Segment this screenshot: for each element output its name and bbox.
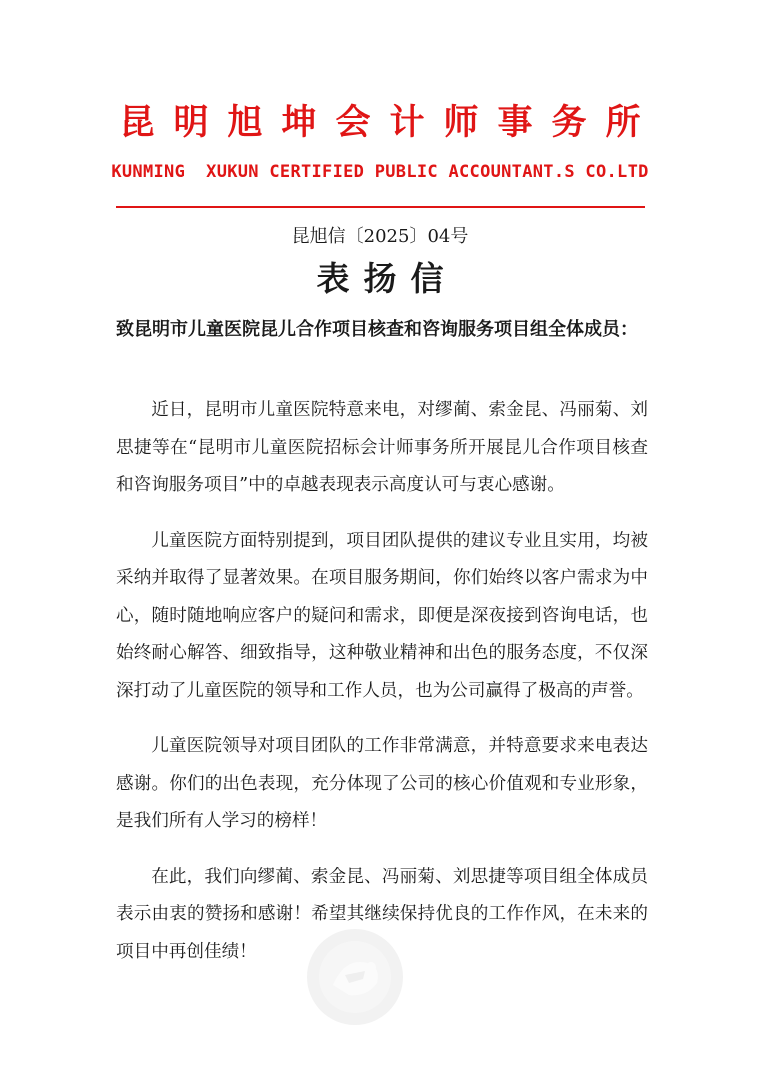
company-name-chinese: 昆明旭坤会计师事务所 bbox=[119, 103, 660, 143]
paragraph: 近日，昆明市儿童医院特意来电，对缪蔺、索金昆、冯丽菊、刘思捷等在“昆明市儿童医院招标会计师事务所开展昆儿合作项目核查和咨询服务项目”中的卓越表现表示高度认可与衷心感谢。 bbox=[116, 400, 648, 495]
company-name-english: KUNMING XUKUN CERTIFIED PUBLIC ACCOUNTANT.S CO.LTD bbox=[111, 162, 649, 182]
paragraph: 儿童医院方面特别提到，项目团队提供的建议专业且实用，均被采纳并取得了显著效果。在项目服务期间，你们始终以客户需求为中心，随时随地响应客户的疑问和需求，即便是深夜接到咨询电话，也始终耐心解答、细致指导，这种敬业精神和出色的服务态度，不仅深深打动了儿童医院的领导和工作人员，也为公司赢得了极高的声誉。 bbox=[116, 530, 648, 701]
letter-body bbox=[116, 392, 648, 989]
paragraph: 儿童医院领导对项目团队的工作非常满意，并特意要求来电表达感谢。你们的出色表现，充分体现了公司的核心价值观和专业形象，是我们所有人学习的榜样！ bbox=[116, 736, 648, 831]
paragraph: 在此，我们向缪蔺、索金昆、冯丽菊、刘思捷等项目组全体成员表示由衷的赞扬和感谢！希望其继续保持优良的工作作风，在未来的项目中再创佳绩！ bbox=[116, 866, 648, 962]
document-title: 表扬信 bbox=[316, 259, 458, 298]
document-number: 昆旭信〔2025〕04号 bbox=[291, 226, 469, 247]
letterhead-divider bbox=[116, 206, 645, 208]
addressee: 致昆明市儿童医院昆儿合作项目核查和咨询服务项目组全体成员： bbox=[116, 319, 638, 340]
company-seal-watermark-icon bbox=[305, 927, 405, 1027]
